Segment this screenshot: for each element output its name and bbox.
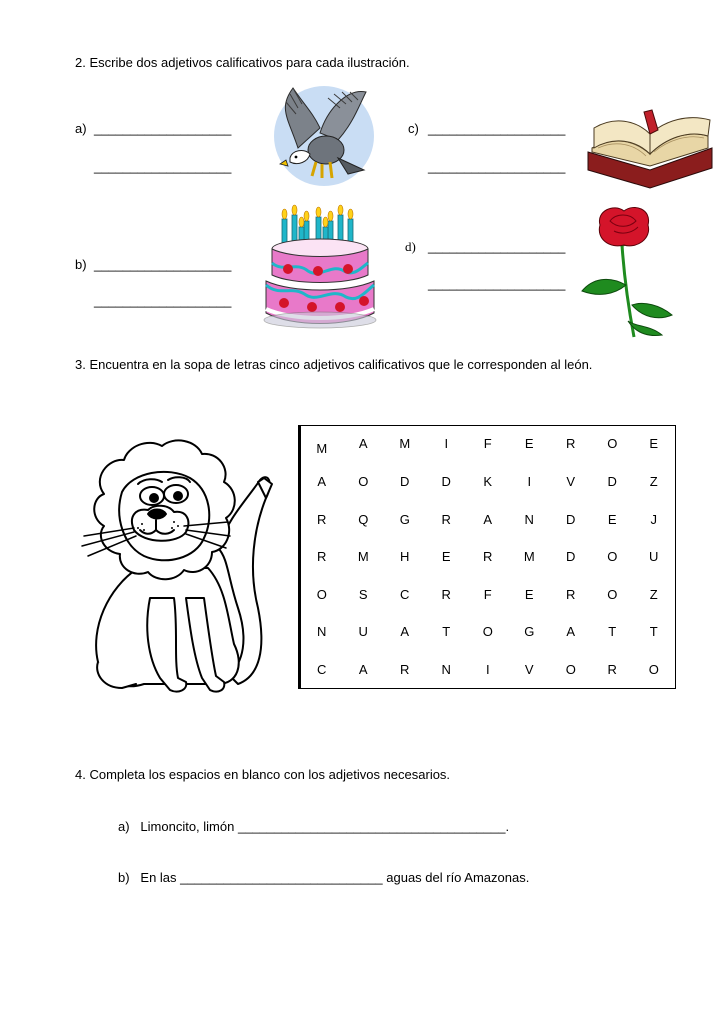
grid-cell[interactable]: N bbox=[317, 624, 327, 640]
grid-cell[interactable]: N bbox=[524, 511, 534, 527]
grid-cell[interactable]: S bbox=[358, 586, 368, 602]
grid-cell[interactable]: R bbox=[317, 549, 327, 565]
cake-image bbox=[262, 205, 378, 329]
grid-cell[interactable]: T bbox=[442, 624, 451, 640]
grid-cell[interactable]: M bbox=[357, 549, 369, 565]
grid-cell[interactable]: T bbox=[608, 624, 617, 640]
grid-cell[interactable]: G bbox=[524, 624, 535, 640]
book-image bbox=[584, 108, 716, 188]
q4-a-blank[interactable]: _____________________________________. bbox=[237, 819, 510, 834]
grid-cell[interactable]: U bbox=[358, 624, 368, 640]
grid-cell[interactable]: C bbox=[400, 586, 410, 602]
grid-cell[interactable]: D bbox=[441, 474, 451, 490]
grid-cell[interactable]: E bbox=[524, 436, 534, 451]
q4-b-item bbox=[118, 870, 529, 885]
grid-cell[interactable]: E bbox=[649, 436, 659, 451]
grid-cell[interactable]: V bbox=[524, 661, 534, 677]
q2-d-label: d) bbox=[405, 239, 416, 254]
q4-b-label: b) bbox=[118, 870, 130, 885]
grid-cell[interactable]: I bbox=[444, 436, 449, 451]
grid-cell[interactable]: O bbox=[648, 661, 659, 677]
grid-cell[interactable]: O bbox=[607, 586, 618, 602]
grid-cell[interactable]: D bbox=[566, 511, 576, 527]
grid-cell[interactable]: N bbox=[441, 661, 451, 677]
grid-cell[interactable]: A bbox=[400, 624, 410, 640]
q2-c-label: c) bbox=[408, 121, 419, 136]
grid-cell[interactable]: E bbox=[607, 511, 617, 527]
q4-title: 4. Completa los espacios en blanco con los adjetivos necesarios. bbox=[75, 767, 451, 782]
grid-cell[interactable]: O bbox=[482, 624, 493, 640]
q4-b-blank[interactable]: ____________________________ bbox=[180, 870, 383, 885]
grid-cell[interactable]: O bbox=[316, 586, 327, 602]
grid-row bbox=[300, 426, 676, 464]
grid-cell[interactable]: D bbox=[607, 474, 617, 490]
q2-b-blank-2[interactable]: ___________________ bbox=[94, 293, 232, 308]
rose-image bbox=[578, 205, 676, 340]
grid-cell[interactable]: I bbox=[485, 661, 490, 677]
grid-cell[interactable]: H bbox=[400, 549, 410, 565]
grid-cell[interactable]: M bbox=[399, 436, 411, 451]
q2-b-blank-1[interactable]: ___________________ bbox=[94, 257, 232, 272]
grid-cell[interactable]: I bbox=[527, 474, 532, 490]
grid-cell[interactable]: R bbox=[400, 661, 410, 677]
grid-cell[interactable]: F bbox=[483, 436, 492, 451]
grid-cell[interactable]: E bbox=[524, 586, 534, 602]
q2-title: 2. Escribe dos adjetivos calificativos para cada ilustración. bbox=[75, 55, 410, 70]
grid-cell[interactable]: A bbox=[566, 624, 576, 640]
q4-a-item bbox=[118, 819, 509, 834]
grid-cell[interactable]: G bbox=[399, 511, 410, 527]
grid-cell[interactable]: F bbox=[483, 586, 492, 602]
grid-cell[interactable]: M bbox=[523, 549, 535, 565]
q2-c-blank-1[interactable]: ___________________ bbox=[428, 121, 566, 136]
grid-cell[interactable]: O bbox=[565, 661, 576, 677]
grid-row bbox=[300, 501, 676, 539]
grid-cell[interactable]: R bbox=[566, 586, 576, 602]
grid-cell[interactable]: T bbox=[649, 624, 658, 640]
grid-cell[interactable]: Z bbox=[649, 474, 658, 490]
grid-cell[interactable]: R bbox=[441, 511, 451, 527]
grid-cell[interactable]: R bbox=[441, 586, 451, 602]
grid-cell[interactable]: O bbox=[607, 549, 618, 565]
grid-cell[interactable]: Z bbox=[649, 586, 658, 602]
q2-a-blank-1[interactable]: ___________________ bbox=[94, 121, 232, 136]
grid-cell[interactable]: A bbox=[358, 661, 368, 677]
grid-cell[interactable]: C bbox=[317, 661, 327, 677]
grid-cell[interactable]: A bbox=[358, 436, 368, 451]
grid-row bbox=[300, 463, 676, 501]
grid-cell[interactable]: O bbox=[358, 474, 369, 490]
grid-cell[interactable]: O bbox=[607, 436, 618, 451]
grid-cell[interactable]: R bbox=[607, 661, 617, 677]
grid-cell[interactable]: M bbox=[316, 441, 328, 456]
q2-d-blank-2[interactable]: ___________________ bbox=[428, 276, 566, 291]
grid-cell[interactable]: R bbox=[483, 549, 493, 565]
lion-image bbox=[78, 438, 283, 700]
grid-cell[interactable]: V bbox=[566, 474, 576, 490]
grid-row bbox=[300, 613, 676, 651]
q4-a-label: a) bbox=[118, 819, 130, 834]
q3-title: 3. Encuentra en la sopa de letras cinco adjetivos calificativos que le corresponden al león. bbox=[75, 357, 593, 372]
q2-a-label: a) bbox=[75, 121, 87, 136]
grid-cell[interactable]: J bbox=[650, 511, 657, 527]
grid-cell[interactable]: U bbox=[649, 549, 659, 565]
grid-cell[interactable]: Q bbox=[358, 511, 369, 527]
grid-cell[interactable]: D bbox=[400, 474, 410, 490]
q4-b-text-after: aguas del río Amazonas. bbox=[386, 870, 530, 885]
grid-cell[interactable]: A bbox=[483, 511, 493, 527]
q2-d-blank-1[interactable]: ___________________ bbox=[428, 239, 566, 254]
q2-a-blank-2[interactable]: ___________________ bbox=[94, 159, 232, 174]
grid-cell[interactable]: A bbox=[317, 474, 327, 490]
grid-row bbox=[300, 538, 676, 576]
grid-cell[interactable]: E bbox=[441, 549, 451, 565]
grid-cell[interactable]: K bbox=[483, 474, 493, 490]
eagle-image bbox=[268, 78, 380, 188]
grid-cell[interactable]: D bbox=[566, 549, 576, 565]
q4-a-text: Limoncito, limón bbox=[140, 819, 235, 834]
grid-cell[interactable]: R bbox=[566, 436, 576, 451]
grid-cell[interactable]: R bbox=[317, 511, 327, 527]
q4-b-text-before: En las bbox=[140, 870, 177, 885]
grid-row bbox=[300, 576, 676, 614]
q2-c-blank-2[interactable]: ___________________ bbox=[428, 159, 566, 174]
word-search-grid bbox=[298, 425, 676, 689]
q2-b-label: b) bbox=[75, 257, 87, 272]
grid-row bbox=[300, 651, 676, 689]
